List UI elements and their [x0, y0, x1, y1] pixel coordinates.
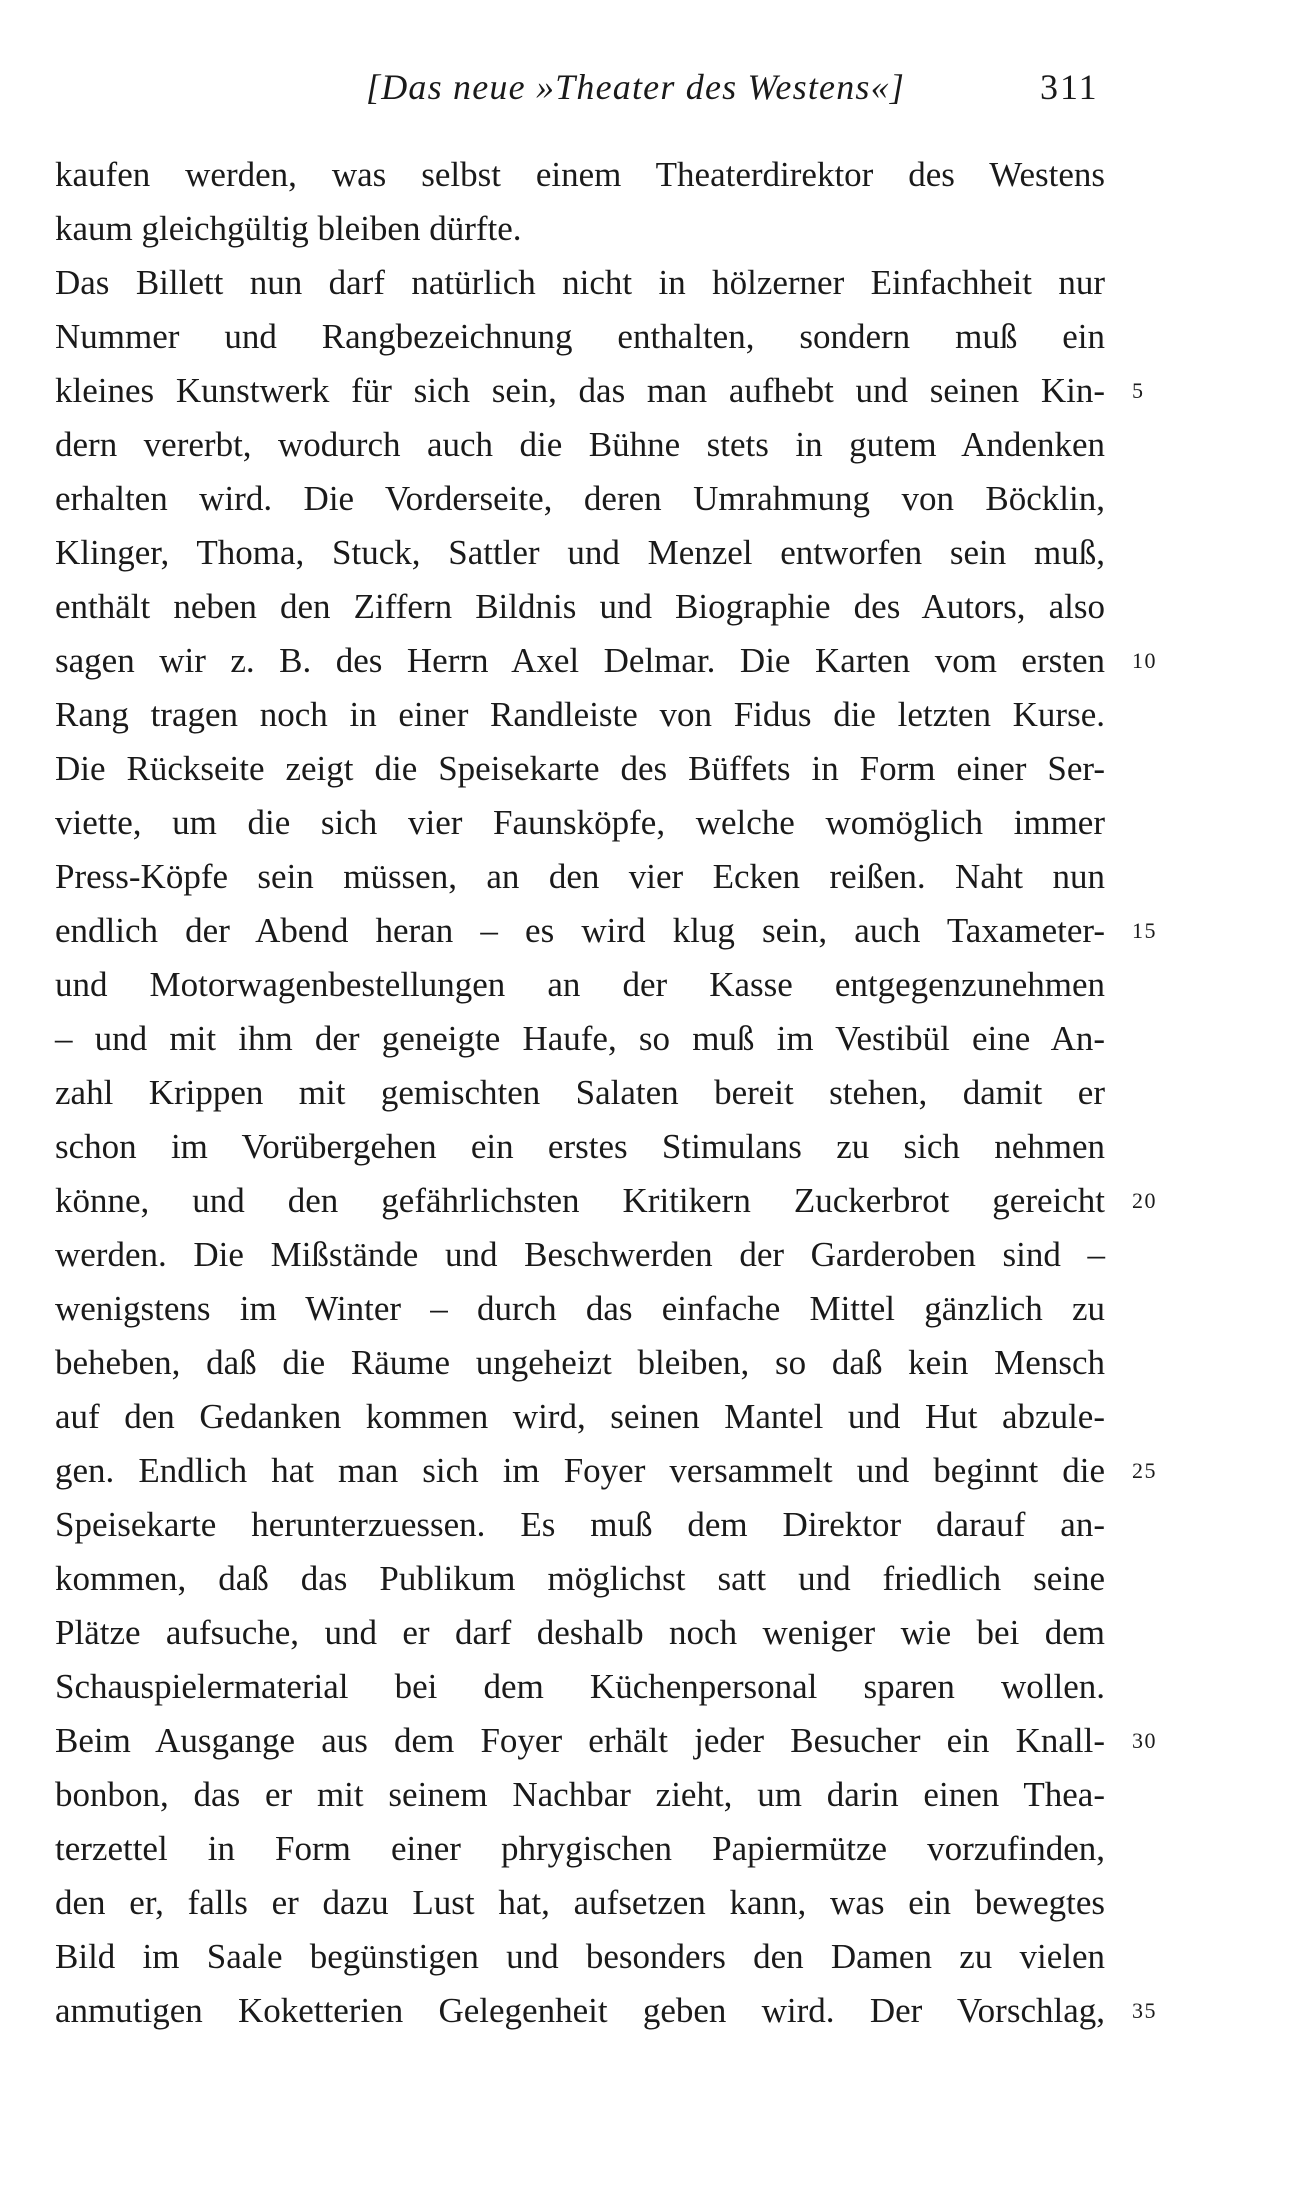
- text-line: werden. Die Mißstände und Beschwerden der Garderoben sind –: [55, 1235, 1105, 1274]
- text-line: anmutigen Koketterien Gelegenheit geben wird. Der Vorschlag,: [55, 1991, 1105, 2030]
- text-line: Speisekarte herunterzuessen. Es muß dem Direktor darauf an-: [55, 1505, 1105, 1544]
- text-line: könne, und den gefährlichsten Kritikern Zuckerbrot gereicht: [55, 1181, 1105, 1220]
- line-number: 25: [1132, 1458, 1157, 1483]
- line-number: 20: [1132, 1188, 1157, 1213]
- text-line: Plätze aufsuche, und er darf deshalb noch weniger wie bei dem: [55, 1613, 1105, 1652]
- text-line: kaum gleichgültig bleiben dürfte.: [55, 209, 522, 248]
- text-line: Das Billett nun darf natürlich nicht in hölzerner Einfachheit nur: [55, 263, 1105, 302]
- text-line: wenigstens im Winter – durch das einfache Mittel gänzlich zu: [55, 1289, 1105, 1328]
- text-line: schon im Vorübergehen ein erstes Stimulans zu sich nehmen: [55, 1127, 1105, 1166]
- text-line: bonbon, das er mit seinem Nachbar zieht, um darin einen Thea-: [55, 1775, 1105, 1814]
- text-line: kaufen werden, was selbst einem Theaterdirektor des Westens: [55, 155, 1105, 194]
- text-line: Klinger, Thoma, Stuck, Sattler und Menzel entworfen sein muß,: [55, 533, 1105, 572]
- line-number: 10: [1132, 648, 1157, 673]
- line-number: 15: [1132, 918, 1157, 943]
- text-line: erhalten wird. Die Vorderseite, deren Umrahmung von Böcklin,: [55, 479, 1105, 518]
- text-line: kleines Kunstwerk für sich sein, das man aufhebt und seinen Kin-: [55, 371, 1105, 410]
- text-line: gen. Endlich hat man sich im Foyer versammelt und beginnt die: [55, 1451, 1105, 1490]
- text-line: viette, um die sich vier Faunsköpfe, welche womöglich immer: [55, 803, 1105, 842]
- running-header: [0, 60, 1309, 120]
- text-line: terzettel in Form einer phrygischen Papiermütze vorzufinden,: [55, 1829, 1105, 1868]
- text-line: den er, falls er dazu Lust hat, aufsetzen kann, was ein bewegtes: [55, 1883, 1105, 1922]
- text-line: dern vererbt, wodurch auch die Bühne stets in gutem Andenken: [55, 425, 1105, 464]
- text-line: Rang tragen noch in einer Randleiste von Fidus die letzten Kurse.: [55, 695, 1105, 734]
- text-line: kommen, daß das Publikum möglichst satt und friedlich seine: [55, 1559, 1105, 1598]
- text-line: Bild im Saale begünstigen und besonders den Damen zu vielen: [55, 1937, 1105, 1976]
- text-line: enthält neben den Ziffern Bildnis und Biographie des Autors, also: [55, 587, 1105, 626]
- text-line: beheben, daß die Räume ungeheizt bleiben, so daß kein Mensch: [55, 1343, 1105, 1382]
- page-number: 311: [1040, 67, 1099, 107]
- text-line: – und mit ihm der geneigte Haufe, so muß im Vestibül eine An-: [55, 1019, 1105, 1058]
- header-title: [Das neue »Theater des Westens«]: [366, 67, 906, 107]
- text-line: Nummer und Rangbezeichnung enthalten, sondern muß ein: [55, 317, 1105, 356]
- text-line: zahl Krippen mit gemischten Salaten bereit stehen, damit er: [55, 1073, 1105, 1112]
- text-line: endlich der Abend heran – es wird klug sein, auch Taxameter-: [55, 911, 1105, 950]
- line-number: 5: [1132, 378, 1145, 403]
- text-line: Beim Ausgange aus dem Foyer erhält jeder Besucher ein Knall-: [55, 1721, 1105, 1760]
- text-line: und Motorwagenbestellungen an der Kasse entgegenzunehmen: [55, 965, 1105, 1004]
- text-line: sagen wir z. B. des Herrn Axel Delmar. Die Karten vom ersten: [55, 641, 1105, 680]
- text-line: Schauspielermaterial bei dem Küchenpersonal sparen wollen.: [55, 1667, 1105, 1706]
- line-number: 30: [1132, 1728, 1157, 1753]
- text-line: auf den Gedanken kommen wird, seinen Mantel und Hut abzule-: [55, 1397, 1105, 1436]
- text-line: Die Rückseite zeigt die Speisekarte des Büffets in Form einer Ser-: [55, 749, 1105, 788]
- text-line: Press-Köpfe sein müssen, an den vier Ecken reißen. Naht nun: [55, 857, 1105, 896]
- line-number: 35: [1132, 1998, 1157, 2023]
